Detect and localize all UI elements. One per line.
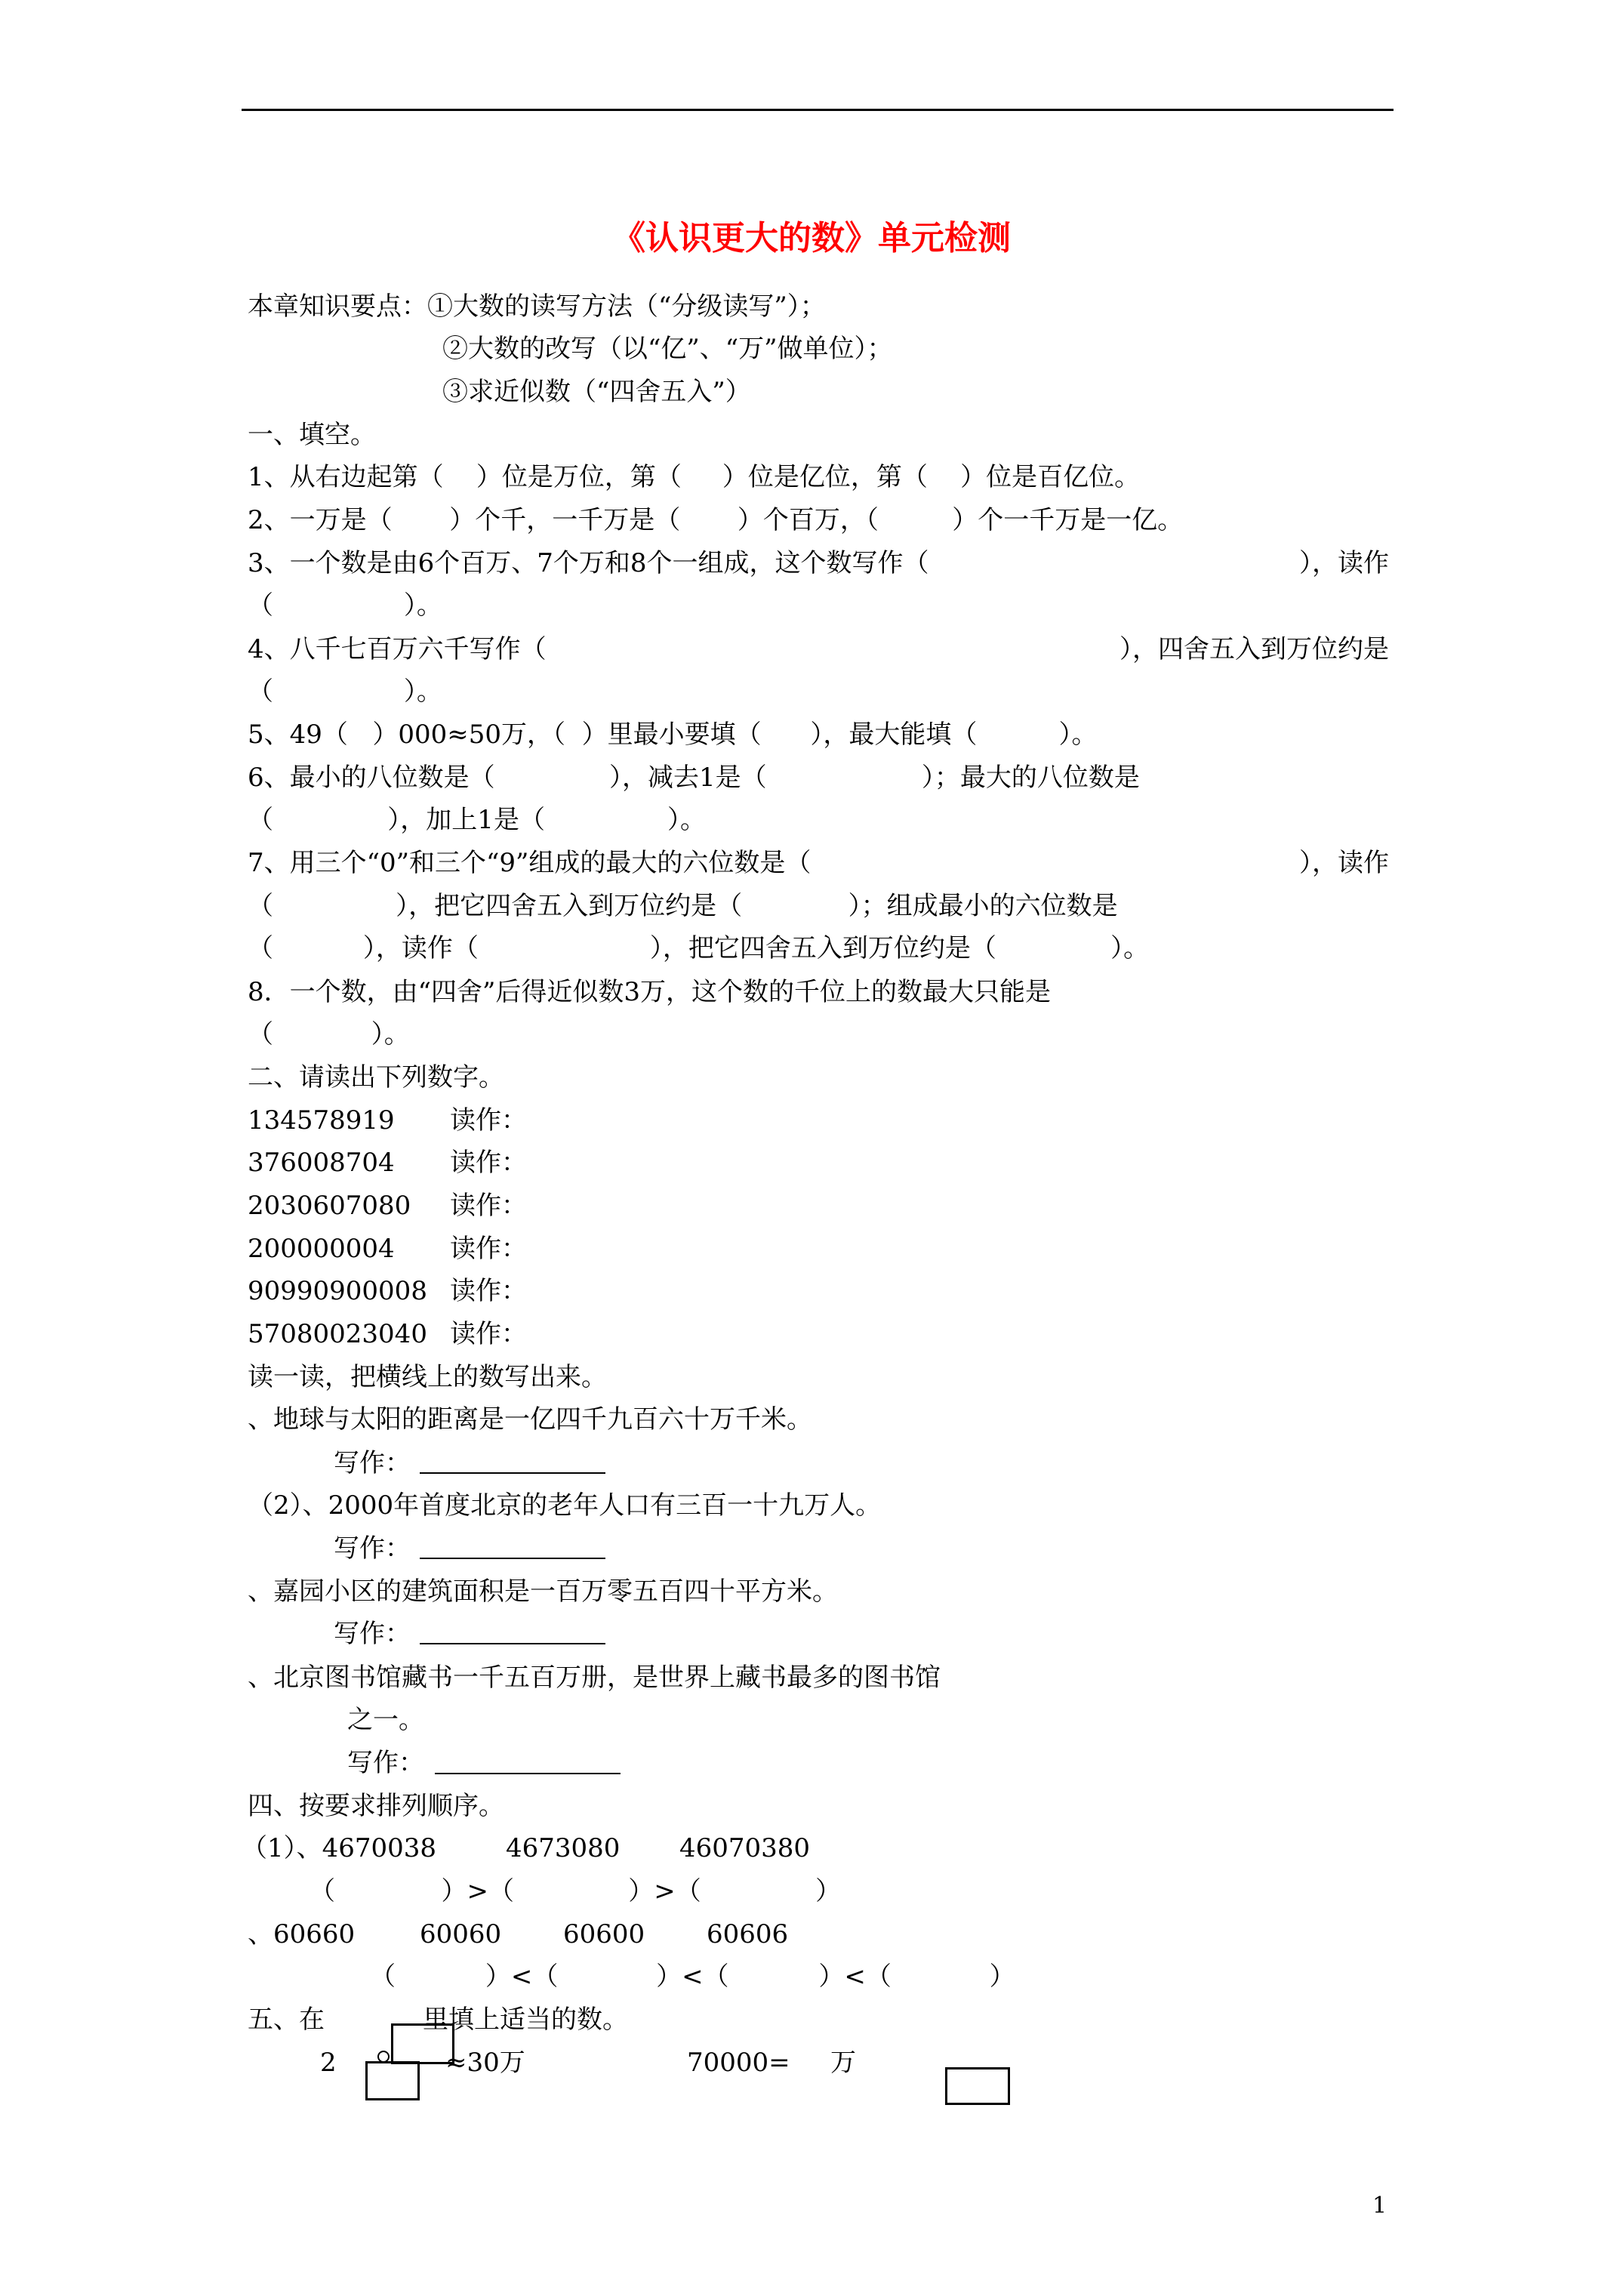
write-label-2: 写作： [334,1533,411,1564]
write-answer-line-4 [435,1773,621,1774]
section3-heading: 读一读，把横线上的数写出来。 [248,1362,607,1392]
order-row1-label: （1）、4670038 [242,1833,437,1863]
write-answer-line-2 [420,1558,605,1559]
read-number-4: 200000004 [248,1234,395,1264]
read-label-6: 读作： [450,1319,527,1349]
order-row2-blanks: （ ）<（ ）<（ ）<（ ） [370,1962,1015,1992]
question-4-line2: （ ）。 [248,676,442,707]
read-number-1: 134578919 [248,1105,395,1136]
order-row2-number-3: 60600 [563,1919,645,1949]
order-row1-number-2: 4673080 [506,1833,621,1863]
problem2-unit: 万 [830,2048,856,2078]
problem1-leading-digit: 2 [320,2048,337,2078]
write-item-4-cont: 之一。 [347,1705,424,1735]
question-3-text: 3、一个数是由6个百万、7个万和8个一组成，这个数写作（ [248,548,929,578]
header-rule [242,109,1394,111]
question-3-read: ），读作 [1299,548,1389,578]
read-label-4: 读作： [450,1234,527,1264]
key-point-2: ②大数的改写（以“亿”、“万”做单位）； [442,334,893,364]
section4-heading: 四、按要求排列顺序。 [248,1791,504,1821]
question-7-line1 [248,848,1389,878]
question-5: 5、49（ ）000≈50万，（ ）里最小要填（ ），最大能填（ ）。 [248,720,1098,750]
read-number-6: 57080023040 [248,1319,427,1349]
order-row1-blanks: （ ）>（ ）>（ ） [310,1876,842,1906]
document-title: 《认识更大的数》单元检测 [612,219,1011,257]
question-3-line1 [248,548,1389,578]
question-4-round: ），四舍五入到万位约是 [1119,634,1389,664]
question-3-line2: （ ）。 [248,590,442,621]
question-8-line2: （ ）。 [248,1019,410,1049]
write-item-4: 、北京图书馆藏书一千五百万册，是世界上藏书最多的图书馆 [248,1663,941,1693]
question-6-line2: （ ），加上1是（ ）。 [248,805,707,835]
question-2: 2、一万是（ ）个千，一千万是（ ）个百万，（ ）个一千万是一亿。 [248,505,1184,535]
order-row2-number-2: 60060 [420,1919,502,1949]
section5-heading-start: 五、在 [248,2005,325,2035]
order-row1-number-3: 46070380 [679,1833,811,1863]
order-row2-label: 、60660 [248,1919,356,1949]
read-label-3: 读作： [450,1191,527,1221]
question-6-line1: 6、最小的八位数是（ ），减去1是（ ）；最大的八位数是 [248,763,1140,793]
write-item-2: （2）、2000年首度北京的老年人口有三百一十九万人。 [248,1490,882,1521]
question-7-read: ），读作 [1299,848,1389,878]
answer-box-2[interactable] [945,2067,1010,2105]
question-4-line1 [248,634,1389,664]
write-label-1: 写作： [334,1448,411,1478]
read-label-1: 读作： [450,1105,527,1136]
page-number: 1 [1372,2193,1387,2219]
write-label-3: 写作： [334,1619,411,1649]
section2-heading: 二、请读出下列数字。 [248,1062,504,1093]
problem2-left: 70000= [687,2048,790,2078]
question-7-text: 7、用三个“0”和三个“9”组成的最大的六位数是（ [248,848,812,878]
read-number-2: 376008704 [248,1148,395,1178]
key-point-3: ③求近似数（“四舍五入”） [442,377,751,407]
problem1-rest: ≈30万 [445,2048,525,2078]
write-item-3: 、嘉园小区的建筑面积是一百万零五百四十平方米。 [248,1576,838,1607]
read-label-2: 读作： [450,1148,527,1178]
order-row2-number-4: 60606 [707,1919,789,1949]
read-number-5: 90990900008 [248,1276,427,1306]
answer-box-1[interactable] [365,2061,420,2100]
question-1: 1、从右边起第（ ）位是万位，第（ ）位是亿位，第（ ）位是百亿位。 [248,462,1141,492]
read-number-3: 2030607080 [248,1191,411,1221]
write-label-4: 写作： [347,1748,424,1778]
section1-heading: 一、填空。 [248,420,376,450]
question-7-line3: （ ），读作（ ），把它四舍五入到万位约是（ ）。 [248,933,1150,963]
read-label-5: 读作： [450,1276,527,1306]
section5-heading-end: 里填上适当的数。 [423,2005,628,2035]
write-answer-line-3 [420,1643,605,1644]
write-item-1: 、地球与太阳的距离是一亿四千九百六十万千米。 [248,1404,812,1435]
question-4-text: 4、八千七百万六千写作（ [248,634,547,664]
question-7-line2: （ ），把它四舍五入到万位约是（ ）；组成最小的六位数是 [248,891,1118,921]
write-answer-line-1 [420,1472,605,1474]
key-point-1: 本章知识要点：①大数的读写方法（“分级读写”）； [248,291,826,322]
question-8-line1: 8．一个数，由“四舍”后得近似数3万，这个数的千位上的数最大只能是 [248,977,1052,1007]
